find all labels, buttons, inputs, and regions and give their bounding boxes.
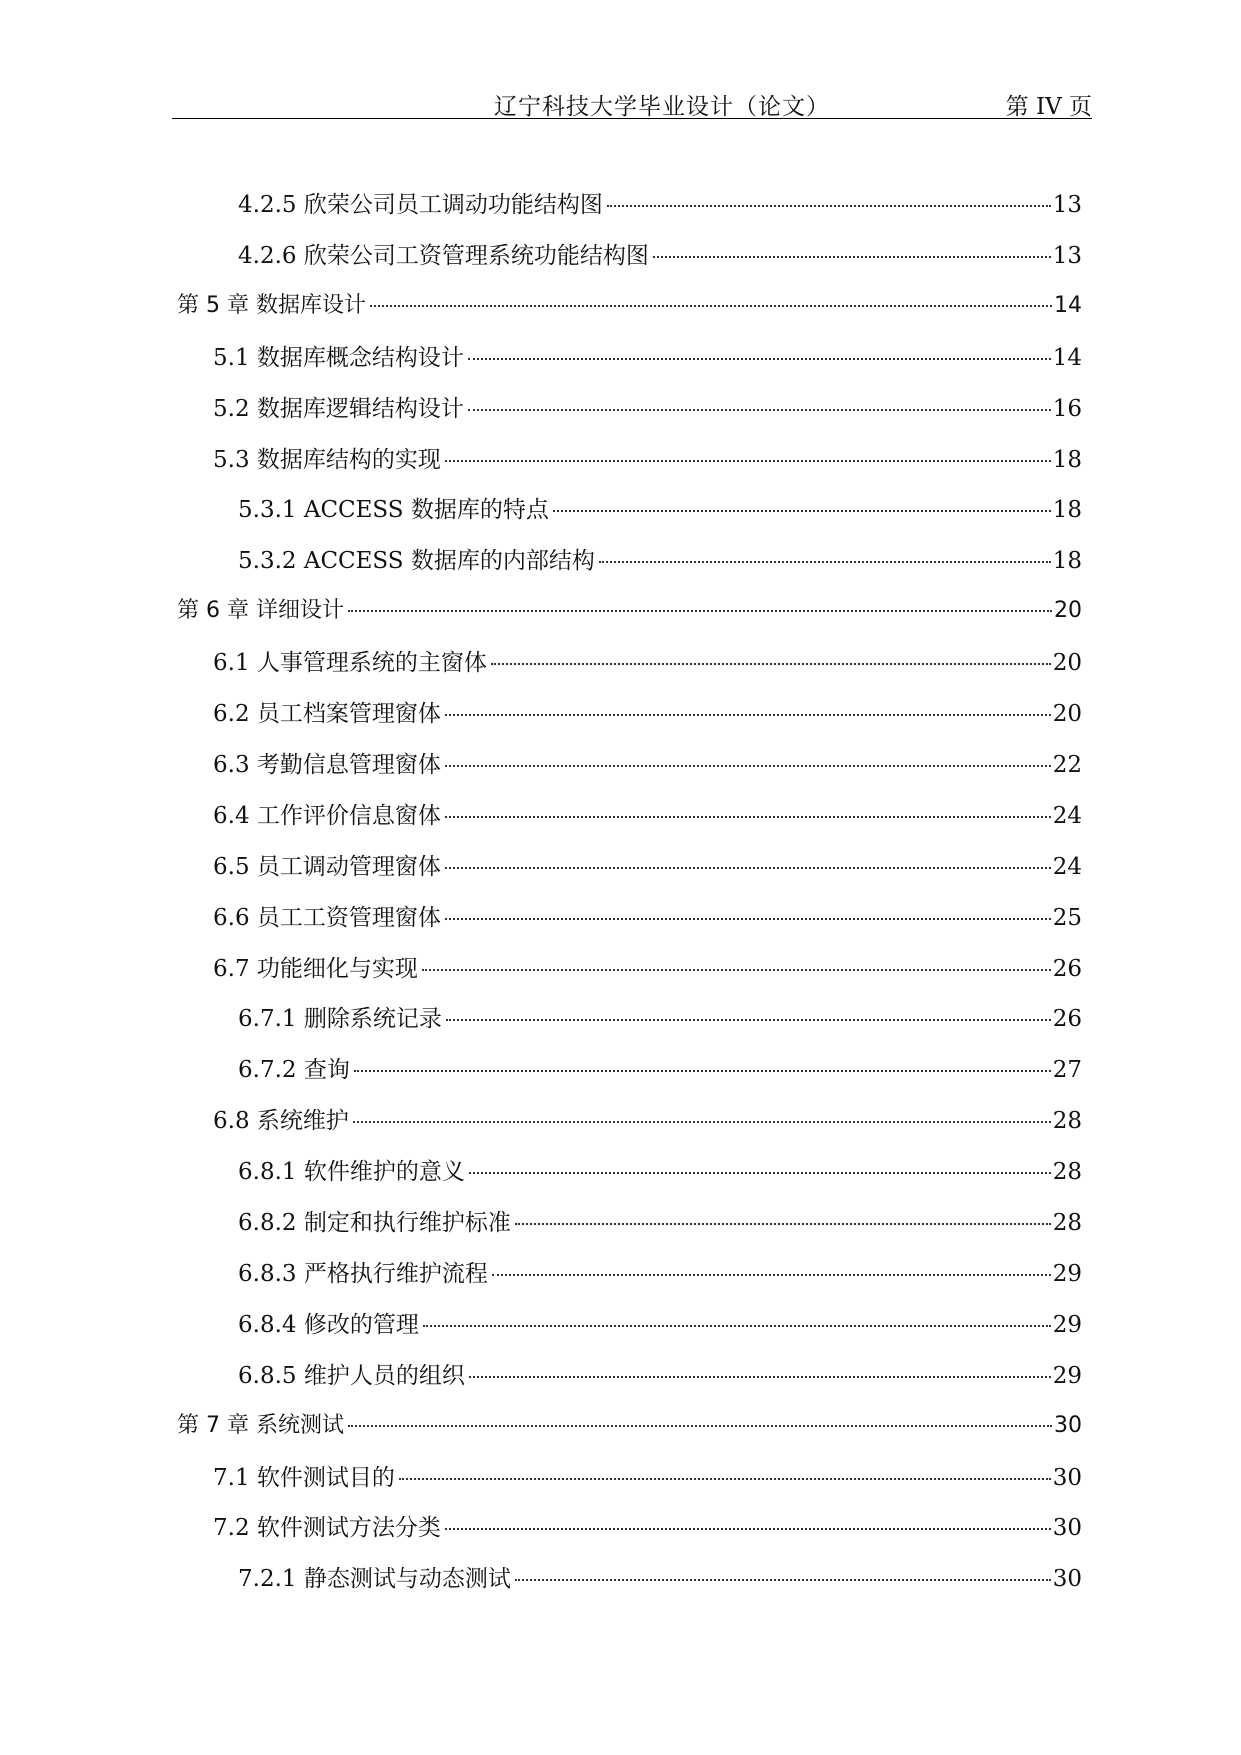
toc-entry-title: 6.2 员工档案管理窗体 — [213, 701, 441, 727]
toc-entry-page: 26 — [1052, 1006, 1082, 1033]
toc-leader-dots — [491, 663, 1051, 665]
toc-leader-dots — [348, 1425, 1052, 1427]
toc-entry-title: 6.8.5 维护人员的组织 — [238, 1362, 465, 1389]
toc-leader-dots — [599, 561, 1051, 563]
toc-entry[interactable] — [238, 1153, 1082, 1187]
toc-entry[interactable] — [238, 542, 1082, 576]
toc-entry-title: 6.7.2 查询 — [238, 1057, 350, 1084]
toc-entry-page: 30 — [1052, 1464, 1082, 1491]
toc-entry[interactable] — [213, 441, 1082, 475]
toc-leader-dots — [515, 1223, 1051, 1225]
toc-leader-dots — [445, 714, 1051, 716]
toc-entry[interactable] — [213, 390, 1082, 424]
header-page-number: 第 IV 页 — [1005, 94, 1092, 120]
toc-entry-page: 16 — [1052, 395, 1082, 422]
toc-entry[interactable] — [213, 746, 1082, 780]
toc-leader-dots — [515, 1579, 1051, 1581]
toc-leader-dots — [653, 256, 1051, 258]
toc-entry-page: 25 — [1052, 904, 1082, 931]
toc-entry[interactable] — [238, 186, 1082, 220]
toc-entry-title: 6.3 考勤信息管理窗体 — [213, 751, 441, 778]
toc-leader-dots — [353, 1121, 1051, 1123]
toc-entry[interactable] — [238, 1255, 1082, 1289]
toc-entry-page: 20 — [1054, 598, 1082, 624]
toc-entry-title: 6.8.4 修改的管理 — [238, 1311, 419, 1338]
toc-entry-title: 6.1 人事管理系统的主窗体 — [213, 650, 487, 677]
toc-entry-title: 4.2.5 欣荣公司员工调动功能结构图 — [238, 192, 603, 218]
toc-leader-dots — [370, 305, 1052, 307]
toc-entry-title: 6.7.1 删除系统记录 — [238, 1006, 442, 1033]
toc-entry[interactable] — [213, 848, 1082, 882]
toc-leader-dots — [607, 205, 1051, 207]
toc-leader-dots — [469, 1376, 1051, 1378]
toc-entry-page: 22 — [1052, 751, 1082, 778]
toc-entry[interactable] — [238, 1306, 1082, 1340]
toc-entry-page: 18 — [1052, 446, 1082, 473]
toc-entry-page: 24 — [1052, 853, 1082, 880]
toc-entry-page: 13 — [1052, 192, 1082, 218]
toc-entry-title: 6.8.3 严格执行维护流程 — [238, 1260, 488, 1287]
toc-entry-title: 7.1 软件测试目的 — [213, 1464, 395, 1491]
toc-leader-dots — [446, 1019, 1051, 1021]
toc-entry-title: 7.2 软件测试方法分类 — [213, 1515, 441, 1542]
toc-entry[interactable] — [238, 1051, 1082, 1085]
toc-entry-page: 13 — [1052, 242, 1082, 269]
toc-leader-dots — [468, 409, 1051, 411]
toc-entry-page: 26 — [1052, 955, 1082, 982]
toc-entry[interactable] — [213, 899, 1082, 933]
toc-entry-title: 5.3.2 ACCESS 数据库的内部结构 — [238, 548, 595, 575]
toc-entry-page: 29 — [1052, 1362, 1082, 1389]
toc-entry[interactable] — [238, 1357, 1082, 1391]
toc-leader-dots — [553, 510, 1051, 512]
toc-entry-page: 30 — [1052, 1515, 1082, 1542]
toc-entry-title: 4.2.6 欣荣公司工资管理系统功能结构图 — [238, 242, 649, 269]
toc-leader-dots — [469, 1172, 1051, 1174]
toc-entry-page: 27 — [1052, 1057, 1082, 1084]
toc-entry-title: 6.4 工作评价信息窗体 — [213, 802, 441, 829]
toc-entry-page: 29 — [1052, 1311, 1082, 1338]
toc-entry[interactable] — [213, 339, 1082, 373]
toc-leader-dots — [445, 765, 1051, 767]
toc-entry[interactable] — [213, 1459, 1082, 1493]
toc-entry[interactable] — [238, 491, 1082, 525]
toc-leader-dots — [445, 918, 1051, 920]
toc-entry-title: 5.1 数据库概念结构设计 — [213, 344, 464, 371]
toc-leader-dots — [422, 969, 1051, 971]
toc-entry-page: 20 — [1052, 701, 1082, 727]
toc-leader-dots — [399, 1478, 1051, 1480]
toc-entry-title: 6.7 功能细化与实现 — [213, 955, 418, 982]
toc-entry-title: 第 6 章 详细设计 — [177, 598, 344, 624]
toc-leader-dots — [445, 867, 1051, 869]
toc-entry-page: 28 — [1052, 1108, 1082, 1135]
page-header — [172, 84, 1092, 119]
toc-entry-page: 14 — [1054, 292, 1082, 318]
toc-entry[interactable] — [238, 1560, 1082, 1594]
toc-leader-dots — [348, 610, 1052, 612]
toc-entry[interactable] — [177, 593, 1082, 627]
toc-entry-title: 7.2.1 静态测试与动态测试 — [238, 1566, 511, 1593]
toc-entry-title: 5.3.1 ACCESS 数据库的特点 — [238, 497, 549, 524]
toc-leader-dots — [468, 358, 1051, 360]
toc-entry-page: 20 — [1052, 650, 1082, 677]
toc-entry-page: 28 — [1052, 1210, 1082, 1236]
toc-entry-page: 30 — [1054, 1412, 1082, 1438]
toc-entry-title: 6.8.2 制定和执行维护标准 — [238, 1210, 511, 1236]
toc-entry-title: 第 5 章 数据库设计 — [177, 292, 366, 318]
toc-entry-title: 5.3 数据库结构的实现 — [213, 446, 441, 473]
toc-leader-dots — [492, 1274, 1051, 1276]
toc-entry-title: 6.8 系统维护 — [213, 1108, 349, 1135]
toc-leader-dots — [423, 1325, 1051, 1327]
toc-entry[interactable] — [213, 797, 1082, 831]
toc-entry[interactable] — [213, 1102, 1082, 1136]
toc-entry-page: 18 — [1052, 548, 1082, 575]
toc-entry-page: 29 — [1052, 1260, 1082, 1287]
toc-entry[interactable] — [213, 644, 1082, 678]
toc-entry[interactable] — [238, 1000, 1082, 1034]
toc-leader-dots — [354, 1070, 1051, 1072]
toc-entry-title: 5.2 数据库逻辑结构设计 — [213, 395, 464, 422]
toc-entry[interactable] — [238, 1204, 1082, 1238]
toc-leader-dots — [445, 816, 1051, 818]
toc-entry-page: 28 — [1052, 1159, 1082, 1186]
toc-entry[interactable] — [213, 1509, 1082, 1543]
toc-entry-page: 14 — [1052, 344, 1082, 371]
toc-entry-title: 第 7 章 系统测试 — [177, 1412, 344, 1438]
toc-entry-title: 6.5 员工调动管理窗体 — [213, 853, 441, 880]
toc-entry[interactable] — [213, 695, 1082, 729]
toc-entry-page: 30 — [1052, 1566, 1082, 1593]
toc-entry-page: 18 — [1052, 497, 1082, 524]
header-title: 辽宁科技大学毕业设计（论文） — [494, 94, 830, 120]
toc-entry-page: 24 — [1052, 802, 1082, 829]
toc-entry[interactable] — [238, 237, 1082, 271]
toc-entry[interactable] — [213, 950, 1082, 984]
toc-entry[interactable] — [177, 1408, 1082, 1442]
toc-leader-dots — [445, 460, 1051, 462]
toc-entry[interactable] — [177, 288, 1082, 322]
toc-entry-title: 6.8.1 软件维护的意义 — [238, 1159, 465, 1186]
toc-entry-title: 6.6 员工工资管理窗体 — [213, 904, 441, 931]
toc-leader-dots — [445, 1528, 1051, 1530]
